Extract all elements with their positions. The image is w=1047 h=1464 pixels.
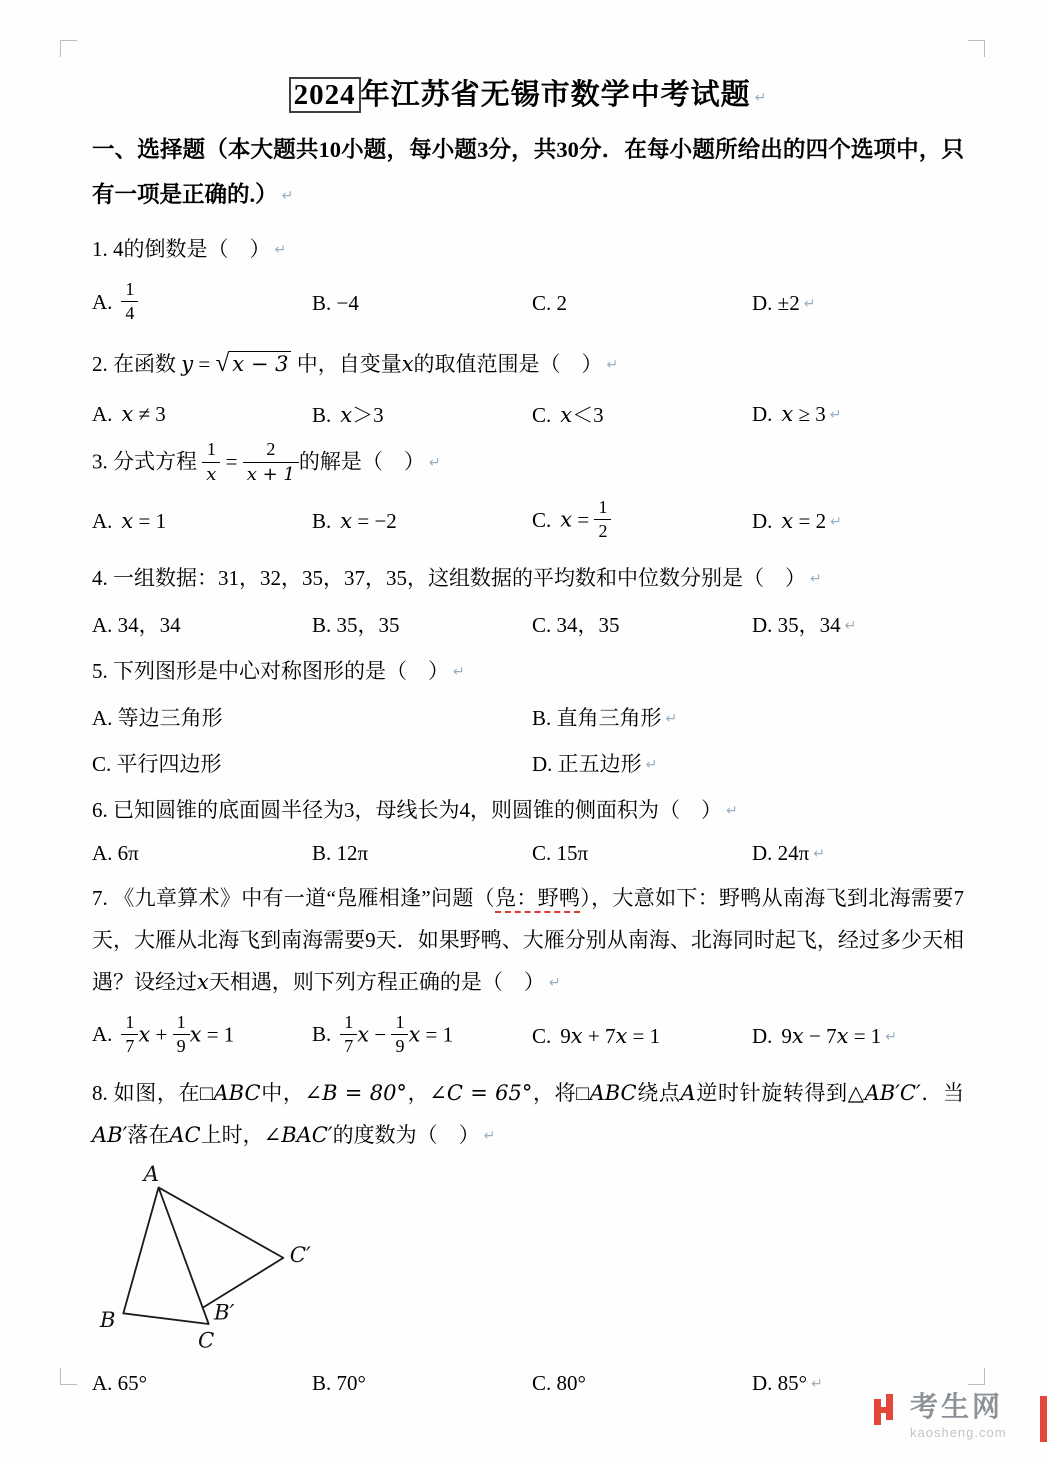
paragraph-mark: ↵: [665, 710, 678, 727]
question-text: 中，: [260, 1080, 305, 1105]
fraction-numerator: 1: [395, 1011, 405, 1032]
fraction-denominator: x + 1: [243, 462, 299, 486]
title-text: 年江苏省无锡市数学中考试题: [360, 79, 751, 111]
paragraph-mark: ↵: [844, 617, 857, 634]
paragraph-mark: ↵: [483, 1127, 496, 1144]
option-text: C. 34，35: [532, 612, 620, 637]
option-text: D. ±2: [752, 291, 800, 316]
option-text: = −2: [352, 509, 397, 534]
equation-tail: = 1: [627, 1024, 661, 1049]
crop-mark-bottom-left: [60, 1368, 77, 1385]
option-text: B. 35，35: [312, 612, 400, 637]
option-d: [752, 402, 964, 427]
figure-label-b: B: [99, 1307, 116, 1333]
middle-term: − 7: [803, 1024, 837, 1049]
option-label: C.: [532, 507, 552, 532]
fraction-denominator: 2: [594, 519, 611, 543]
math-var-x: x: [189, 1022, 202, 1047]
math-angle-b: ∠B = 80°: [304, 1080, 407, 1105]
question-6-options: [92, 841, 964, 866]
option-text: A. 34，34: [92, 612, 181, 637]
paragraph-mark: ↵: [726, 802, 738, 819]
equation-tail: = 1: [201, 1022, 235, 1047]
option-text: = 2: [793, 509, 827, 534]
option-label: A.: [92, 289, 113, 314]
paragraph-mark: ↵: [830, 514, 842, 531]
section-header-text: 一、选择题（本大题共10小题，每小题3分，共30分．在每小题所给出的四个选项中，只有一项是正确的.）: [92, 137, 964, 207]
paragraph-mark: ↵: [274, 242, 287, 258]
option-text: C. 80°: [532, 1370, 586, 1395]
fraction: [173, 1011, 190, 1059]
option-a: [92, 1371, 312, 1396]
question-text: 6. 已知圆锥的底面圆半径为3，母线长为4，则圆锥的侧面积为（ ）: [92, 797, 722, 822]
option-text: A. 等边三角形: [92, 705, 223, 730]
equals-sign: =: [198, 351, 211, 376]
triangle-abpcp-outline: [159, 1187, 284, 1308]
crop-mark-top-left: [60, 40, 77, 57]
question-text: 4. 一组数据：31，32，35，37，35，这组数据的平均数和中位数分别是（ ）: [92, 565, 806, 590]
option-c: [532, 609, 752, 639]
paragraph-mark: ↵: [606, 356, 619, 373]
math-var-x: x: [121, 401, 134, 426]
equals-sign: =: [572, 507, 595, 532]
option-b: [312, 1013, 532, 1061]
question-7-text: [92, 877, 964, 1003]
radical-sign: √: [215, 349, 230, 377]
paragraph-mark: ↵: [754, 90, 768, 106]
radicand: x − 3: [229, 351, 291, 376]
crop-mark-top-right: [968, 40, 985, 57]
option-text: ≠ 3: [133, 401, 166, 426]
figure-label-b-prime: B′: [214, 1300, 235, 1326]
math-var-x: x: [357, 1022, 370, 1047]
fraction-denominator: 9: [391, 1034, 408, 1058]
math-var-x: x: [791, 1024, 804, 1049]
option-b: [312, 399, 532, 429]
question-text: 中，自变量: [296, 351, 402, 376]
question-3-options: [92, 498, 964, 546]
option-b: [312, 1371, 532, 1396]
paragraph-mark: ↵: [813, 845, 826, 862]
math-triangle-abc: ABC: [213, 1080, 261, 1105]
option-c: [532, 291, 752, 316]
question-4-text: [92, 557, 964, 599]
math-angle-bac-prime: ∠BAC′: [263, 1122, 333, 1147]
option-label: A.: [92, 401, 113, 426]
question-text: 8. 如图，在: [92, 1080, 201, 1105]
math-var-x: x: [560, 507, 573, 532]
option-label: D.: [752, 401, 773, 426]
option-c: [92, 748, 532, 778]
option-text: D. 正五边形: [532, 751, 642, 776]
math-rotated-triangle: △AB′C′: [847, 1080, 921, 1105]
math-var-x: x: [781, 509, 794, 534]
equation-tail: = 1: [420, 1022, 454, 1047]
option-d: [752, 841, 964, 866]
option-a: [92, 509, 312, 534]
math-var-x: x: [615, 1024, 628, 1049]
question-text: 2. 在函数: [92, 351, 176, 376]
option-text: A. 65°: [92, 1370, 148, 1395]
paragraph-mark: ↵: [803, 296, 816, 313]
question-3-text: [92, 440, 964, 488]
question-8-options: [92, 1371, 964, 1396]
plus-sign: +: [150, 1022, 173, 1047]
fraction-denominator: 7: [121, 1034, 138, 1058]
question-text: ，将: [532, 1080, 577, 1105]
fraction-denominator: x: [202, 462, 220, 486]
sqrt-expression: [215, 349, 291, 377]
option-label: A.: [92, 509, 113, 534]
option-a: [92, 402, 312, 427]
section-header: [92, 127, 964, 217]
option-label: C.: [532, 1024, 552, 1049]
option-b: [312, 841, 532, 866]
option-d: [752, 291, 964, 316]
option-a: [92, 841, 312, 866]
option-b: [312, 291, 532, 316]
option-text: B. 70°: [312, 1370, 366, 1395]
watermark-edge-bar: [1040, 1396, 1047, 1442]
option-c: [532, 841, 752, 866]
option-d: [752, 1024, 964, 1049]
paragraph-mark: ↵: [811, 1375, 823, 1392]
math-var-x: x: [138, 1022, 151, 1047]
math-angle-c: ∠C = 65°: [429, 1080, 533, 1105]
option-text: C. 平行四边形: [92, 751, 222, 776]
math-var-x: x: [408, 1022, 421, 1047]
minus-sign: −: [369, 1022, 392, 1047]
option-label: B.: [312, 1022, 332, 1047]
option-b: [312, 609, 532, 639]
paragraph-mark: ↵: [548, 974, 561, 991]
watermark-text: [910, 1392, 1007, 1440]
question-2-options: [92, 399, 964, 429]
option-text: D. 35，34: [752, 612, 841, 637]
equation-tail: = 1: [848, 1024, 882, 1049]
title-boxed-year: 2024: [289, 77, 361, 113]
fraction: [121, 278, 138, 326]
watermark-domain: kaosheng.com: [910, 1424, 1007, 1440]
math-point-a: A: [680, 1080, 696, 1105]
question-7-options: [92, 1013, 964, 1061]
option-d: [752, 609, 964, 639]
question-6-text: [92, 789, 964, 831]
question-text: 逆时针旋转得到: [695, 1080, 848, 1105]
option-a: [92, 702, 532, 732]
option-c: [532, 399, 752, 429]
fraction-numerator: 1: [125, 1011, 135, 1032]
paragraph-mark: ↵: [829, 406, 842, 423]
option-text: D. 85°: [752, 1370, 808, 1395]
fraction: [594, 496, 611, 544]
fraction-numerator: 2: [266, 439, 276, 460]
option-b: [532, 702, 964, 732]
fraction-denominator: 4: [121, 301, 138, 325]
question-text: 3. 分式方程: [92, 449, 197, 474]
question-2-text: [92, 339, 964, 389]
option-d: [752, 509, 964, 534]
fraction: [202, 438, 220, 486]
figure-label-a: A: [143, 1163, 160, 1187]
question-text: 的取值范围是（ ）: [413, 351, 603, 376]
math-segment-ab-prime: AB′: [92, 1122, 128, 1147]
math-var-x: x: [570, 1024, 583, 1049]
option-c: [532, 1371, 752, 1396]
math-var-x: x: [781, 401, 794, 426]
exam-content: [92, 72, 964, 1402]
paragraph-mark: ↵: [810, 570, 822, 587]
option-label: B.: [312, 403, 332, 428]
missing-glyph-box: □: [200, 1080, 214, 1105]
option-label: D.: [752, 509, 773, 534]
paragraph-mark: ↵: [281, 188, 294, 204]
option-a: [92, 280, 312, 328]
math-var-x: x: [340, 403, 353, 428]
option-text: ≥ 3: [793, 401, 826, 426]
crop-mark-bottom-right: [968, 1368, 985, 1385]
missing-glyph-box: □: [576, 1080, 590, 1105]
fraction: [391, 1011, 408, 1059]
fraction-numerator: 1: [176, 1011, 186, 1032]
middle-term: + 7: [582, 1024, 616, 1049]
option-text: B. 12π: [312, 840, 369, 865]
option-label: C.: [532, 403, 552, 428]
option-text: D. 24π: [752, 840, 810, 865]
paragraph-mark: ↵: [453, 663, 465, 680]
question-text: 7. 《九章算术》中有一道“凫雁相逢”问题（: [92, 885, 496, 910]
option-label: A.: [92, 1022, 113, 1047]
question-text: 天相遇，则下列方程正确的是（ ）: [208, 969, 545, 994]
question-text: 5. 下列图形是中心对称图形的是（ ）: [92, 658, 449, 683]
triangle-figure: [96, 1164, 332, 1356]
question-text: ，: [406, 1080, 430, 1105]
option-text: B. 直角三角形: [532, 705, 662, 730]
math-segment-ac: AC: [169, 1122, 201, 1147]
option-b: [312, 509, 532, 534]
spellcheck-marked-text: 凫：野鸭: [495, 886, 580, 913]
option-text: = 1: [133, 509, 167, 534]
math-var-y: y: [181, 351, 194, 376]
coefficient: 9: [560, 1024, 571, 1049]
fraction-numerator: 1: [598, 496, 608, 517]
option-label: B.: [312, 509, 332, 534]
option-label: D.: [752, 1024, 773, 1049]
math-var-x: x: [340, 509, 353, 534]
fraction-denominator: 7: [340, 1034, 357, 1058]
watermark-brand: 考生网: [910, 1391, 1004, 1422]
question-text: ），大意如下：野鸭从南海飞到北海需要7天，大雁从北海飞到南海需要9天．如果野鸭、大雁分别从南海、北海同时起飞，经过多少天相遇？设经过: [92, 885, 965, 994]
math-var-x: x: [401, 351, 414, 376]
fraction: [243, 438, 299, 486]
question-text: 绕点: [636, 1080, 681, 1105]
math-var-x: x: [560, 403, 573, 428]
question-5-options: [92, 702, 964, 778]
question-1-text: [92, 228, 964, 270]
fraction-numerator: 1: [125, 279, 135, 299]
fraction-numerator: 1: [206, 439, 216, 460]
question-8-figure: [96, 1164, 964, 1361]
paragraph-mark: ↵: [428, 454, 441, 471]
paragraph-mark: ↵: [645, 756, 658, 773]
question-5-text: [92, 650, 964, 692]
option-text: ＜3: [572, 403, 604, 428]
question-text: 1. 4的倒数是（ ）: [92, 237, 271, 261]
option-text: B. −4: [312, 291, 359, 316]
fraction-denominator: 9: [173, 1034, 190, 1058]
option-text: A. 6π: [92, 840, 139, 865]
question-text: ．当: [920, 1080, 965, 1105]
question-text: 落在: [127, 1122, 170, 1147]
math-var-x: x: [836, 1024, 849, 1049]
fraction: [340, 1011, 357, 1059]
option-c: [532, 498, 752, 546]
option-text: ＞3: [352, 403, 384, 428]
question-text: 的解是（ ）: [298, 449, 425, 474]
question-4-options: [92, 609, 964, 639]
question-1-options: [92, 280, 964, 328]
math-triangle-abc: ABC: [589, 1080, 637, 1105]
page-title: [92, 72, 964, 113]
option-c: [532, 1024, 752, 1049]
figure-label-c-prime: C′: [289, 1242, 311, 1268]
equals-sign: =: [225, 449, 238, 474]
option-a: [92, 609, 312, 639]
question-8-text: [92, 1072, 964, 1156]
option-d: [532, 748, 964, 778]
paragraph-mark: ↵: [885, 1029, 898, 1046]
math-var-x: x: [197, 969, 209, 994]
question-text: 的度数为（ ）: [332, 1122, 480, 1147]
math-var-x: x: [121, 509, 134, 534]
question-text: 上时，: [200, 1122, 264, 1147]
figure-label-c: C: [198, 1327, 215, 1353]
option-text: C. 15π: [532, 840, 589, 865]
coefficient: 9: [781, 1024, 792, 1049]
fraction-numerator: 1: [344, 1011, 354, 1032]
kaosheng-logo-icon: [872, 1392, 902, 1430]
kaosheng-watermark: [872, 1392, 1007, 1440]
option-a: [92, 1013, 312, 1061]
option-text: C. 2: [532, 291, 568, 316]
fraction: [121, 1011, 138, 1059]
